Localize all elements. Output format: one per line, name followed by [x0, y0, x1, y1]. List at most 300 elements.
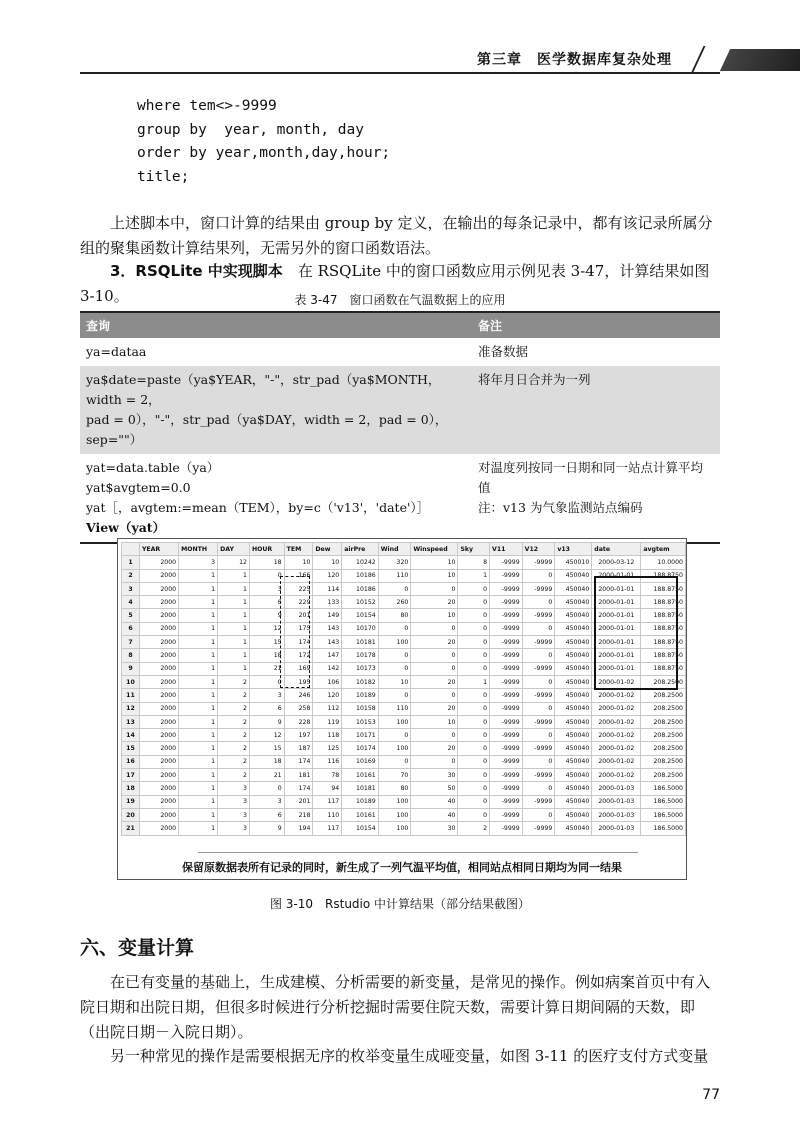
table-cell: 10242: [342, 556, 378, 569]
table-cell: 0: [411, 622, 458, 635]
note-cell: 准备数据: [478, 344, 529, 359]
table-cell: 0: [458, 769, 490, 782]
column-header[interactable]: Winspeed: [411, 543, 458, 556]
table-cell: 174: [284, 755, 313, 768]
table-cell: 0: [411, 662, 458, 675]
table-cell: 0: [458, 715, 490, 728]
table-cell: 3: [218, 795, 250, 808]
query-line: yat=data.table（ya）: [86, 460, 220, 475]
table-cell: 10169: [342, 755, 378, 768]
table-cell: 0: [522, 808, 555, 821]
table-cell: 450040: [555, 795, 592, 808]
code-line: group by year, month, day: [137, 121, 364, 138]
table-cell: 10: [313, 556, 342, 569]
table-cell: -9999: [490, 649, 523, 662]
table-cell: 12: [249, 622, 284, 635]
query-table-row: [80, 366, 720, 454]
table-cell: 2: [458, 822, 490, 835]
table-cell: 2000-01-02: [592, 702, 641, 715]
table-cell: 228: [284, 715, 313, 728]
table-cell: 110: [313, 808, 342, 821]
table-row: [122, 795, 686, 808]
table-cell: 450040: [555, 755, 592, 768]
table-cell: 12: [122, 702, 140, 715]
table-cell: 8: [122, 649, 140, 662]
table-cell: 20: [411, 675, 458, 688]
table-cell: 1: [218, 582, 250, 595]
table-cell: 7: [122, 636, 140, 649]
table-cell: 30: [411, 769, 458, 782]
query-line: yat［，avgtem:=mean（TEM），by=c（'v13'，'date'）］: [86, 500, 430, 515]
column-header[interactable]: Wind: [378, 543, 411, 556]
table-cell: 120: [313, 569, 342, 582]
table-cell: 120: [313, 689, 342, 702]
table-cell: 0: [458, 782, 490, 795]
table-cell: 1: [179, 609, 218, 622]
table-cell: 143: [313, 622, 342, 635]
table-cell: 186.5000: [641, 822, 686, 835]
page-number: 77: [702, 1087, 720, 1103]
table-cell: 0: [249, 782, 284, 795]
table-cell: 0: [458, 622, 490, 635]
column-header[interactable]: v13: [555, 543, 592, 556]
paragraph-variable-calc: 在已有变量的基础上，生成建模、分析需要的新变量，是常见的操作。例如病案首页中有入院日期和出院日期，但很多时候进行分析挖掘时需要住院天数，需要计算日期间隔的天数，即（出院日期－入院日期）。: [80, 973, 711, 1041]
table-cell: 112: [313, 702, 342, 715]
table-cell: 0: [249, 675, 284, 688]
table-cell: 5: [122, 609, 140, 622]
table-cell: -9999: [490, 715, 523, 728]
table-cell: 125: [313, 742, 342, 755]
table-cell: 188.8750: [641, 582, 686, 595]
table-cell: 100: [378, 808, 411, 821]
column-header[interactable]: Dew: [313, 543, 342, 556]
table-cell: 118: [313, 729, 342, 742]
table-cell: 3: [122, 582, 140, 595]
table-cell: 1: [179, 769, 218, 782]
table-cell: -9999: [522, 662, 555, 675]
table-cell: 18: [249, 556, 284, 569]
table-cell: 450040: [555, 649, 592, 662]
code-line: title;: [137, 168, 190, 185]
table-cell: 0: [522, 596, 555, 609]
tem-highlight-box: [280, 576, 310, 688]
query-table-row: [80, 338, 720, 366]
note-cell: 对温度列按同一日期和同一站点计算平均值 注：v13 为气象监测站点编码: [478, 460, 704, 515]
table-cell: 0: [411, 649, 458, 662]
table-cell: 10: [378, 675, 411, 688]
table-row: [122, 782, 686, 795]
table-cell: -9999: [490, 808, 523, 821]
table-cell: 208.2500: [641, 769, 686, 782]
header-note: 备注: [478, 318, 503, 333]
table-cell: 11: [122, 689, 140, 702]
table-cell: 188.8750: [641, 649, 686, 662]
table-cell: 2000: [139, 582, 178, 595]
table-cell: 10: [122, 675, 140, 688]
table-cell: 0: [458, 649, 490, 662]
table-cell: -9999: [490, 769, 523, 782]
table-cell: 15: [122, 742, 140, 755]
table-cell: 260: [378, 596, 411, 609]
table-cell: 246: [284, 689, 313, 702]
sql-code-block: [137, 95, 390, 189]
column-header[interactable]: YEAR: [139, 543, 178, 556]
table-cell: 450040: [555, 622, 592, 635]
subheading-rsqlite: 3．RSQLite 中实现脚本: [110, 262, 283, 280]
table-cell: 2000-01-01: [592, 649, 641, 662]
table-cell: 2000: [139, 569, 178, 582]
table-cell: 0: [458, 795, 490, 808]
table-cell: 450040: [555, 715, 592, 728]
paragraph-window-result: 上述脚本中，窗口计算的结果由 group by 定义，在输出的每条记录中，都有该记录所属分组的聚集函数计算结果列，无需另外的窗口函数语法。: [80, 214, 713, 257]
column-header[interactable]: HOUR: [249, 543, 284, 556]
table-cell: 4: [122, 596, 140, 609]
table-cell: 450040: [555, 782, 592, 795]
table-cell: 3: [218, 782, 250, 795]
table-cell: 10161: [342, 808, 378, 821]
table-cell: 6: [249, 596, 284, 609]
table-cell: 10170: [342, 622, 378, 635]
table-cell: 10: [411, 609, 458, 622]
table-cell: 2000-01-02: [592, 715, 641, 728]
table-cell: 1: [458, 675, 490, 688]
table-cell: 18: [122, 782, 140, 795]
table-cell: 0: [522, 649, 555, 662]
table-cell: 2000: [139, 609, 178, 622]
table-cell: 208.2500: [641, 729, 686, 742]
table-cell: 1: [179, 702, 218, 715]
table-cell: 2: [218, 715, 250, 728]
code-line: where tem<>-9999: [137, 98, 277, 114]
table-cell: 0: [249, 569, 284, 582]
table-cell: 1: [218, 596, 250, 609]
table-cell: 1: [218, 622, 250, 635]
table-cell: 10: [411, 715, 458, 728]
table-cell: 1: [218, 636, 250, 649]
table-cell: 21: [249, 662, 284, 675]
table-cell: 10: [284, 556, 313, 569]
table-cell: 2000-01-03: [592, 808, 641, 821]
table-cell: 197: [284, 729, 313, 742]
table-cell: 0: [522, 569, 555, 582]
table-cell: 1: [218, 649, 250, 662]
table-cell: 16: [122, 755, 140, 768]
table-cell: 18: [249, 649, 284, 662]
table-cell: -9999: [522, 795, 555, 808]
table-cell: -9999: [490, 689, 523, 702]
table-cell: -9999: [490, 596, 523, 609]
table-cell: 188.8750: [641, 596, 686, 609]
table-cell: 2000: [139, 755, 178, 768]
table-cell: 78: [313, 769, 342, 782]
table-cell: 450040: [555, 729, 592, 742]
table-cell: 142: [313, 662, 342, 675]
table-cell: 2000-01-01: [592, 596, 641, 609]
table-cell: 119: [313, 715, 342, 728]
table-cell: -9999: [490, 795, 523, 808]
table-cell: 149: [313, 609, 342, 622]
table-cell: 20: [411, 596, 458, 609]
column-header[interactable]: avgtem: [641, 543, 686, 556]
table-cell: 2000: [139, 715, 178, 728]
table-cell: -9999: [522, 822, 555, 835]
table-cell: 10189: [342, 795, 378, 808]
table-cell: 2: [218, 729, 250, 742]
table-cell: 0: [411, 755, 458, 768]
table-cell: 218: [284, 808, 313, 821]
table-cell: -9999: [522, 742, 555, 755]
table-cell: 2000-01-03: [592, 822, 641, 835]
table-cell: 100: [378, 795, 411, 808]
table-cell: 1: [179, 755, 218, 768]
table-cell: 450010: [555, 556, 592, 569]
table-cell: 70: [378, 769, 411, 782]
table-cell: 15: [249, 636, 284, 649]
table-cell: 17: [122, 769, 140, 782]
table-cell: -9999: [522, 556, 555, 569]
query-line: pad = 0），"-"，str_pad（ya$DAY，width = 2，pad = 0），sep=""）: [86, 412, 448, 447]
column-header[interactable]: Sky: [458, 543, 490, 556]
table-cell: 10154: [342, 822, 378, 835]
table-cell: 13: [122, 715, 140, 728]
table-cell: 10186: [342, 582, 378, 595]
table-cell: 143: [313, 636, 342, 649]
table-cell: 2000-01-02: [592, 675, 641, 688]
rstudio-screenshot: [117, 538, 687, 880]
table-cell: 10178: [342, 649, 378, 662]
table-cell: 10: [411, 556, 458, 569]
table-cell: 0: [522, 675, 555, 688]
table-cell: 0: [458, 662, 490, 675]
table-cell: 100: [378, 636, 411, 649]
table-cell: 10173: [342, 662, 378, 675]
table-cell: 10181: [342, 782, 378, 795]
table-cell: 2000-03-12: [592, 556, 641, 569]
table-cell: 2: [218, 769, 250, 782]
table-cell: 9: [249, 822, 284, 835]
table-cell: 100: [378, 822, 411, 835]
table-cell: 10153: [342, 715, 378, 728]
column-header[interactable]: V11: [490, 543, 523, 556]
query-line: ya$date=paste（ya$YEAR，"-"，str_pad（ya$MONTH，width = 2，: [86, 372, 441, 407]
table-cell: 2000-01-01: [592, 622, 641, 635]
table-cell: 40: [411, 795, 458, 808]
table-cell: 188.8750: [641, 662, 686, 675]
table-cell: 1: [179, 782, 218, 795]
table-cell: 133: [313, 596, 342, 609]
column-header[interactable]: DAY: [218, 543, 250, 556]
table-cell: 0: [458, 808, 490, 821]
table-cell: 188.8750: [641, 636, 686, 649]
table-cell: 2000: [139, 782, 178, 795]
table-cell: 19: [122, 795, 140, 808]
table-cell: 187: [284, 742, 313, 755]
table-cell: 2000: [139, 769, 178, 782]
table-cell: 1: [179, 649, 218, 662]
table-cell: 6: [249, 808, 284, 821]
table-cell: -9999: [490, 675, 523, 688]
table-cell: 1: [179, 742, 218, 755]
column-header[interactable]: date: [592, 543, 641, 556]
table-cell: 6: [249, 702, 284, 715]
table-cell: 2: [218, 742, 250, 755]
table-cell: 2000-01-02: [592, 755, 641, 768]
table-row: [122, 556, 686, 569]
table-cell: 6: [122, 622, 140, 635]
screenshot-caption: 保留原数据表所有记录的同时，新生成了一列气温平均值，相同站点相同日期均为同一结果: [182, 861, 622, 874]
table-cell: 175: [284, 622, 313, 635]
table-cell: 450040: [555, 662, 592, 675]
table-cell: 208.2500: [641, 702, 686, 715]
table-cell: 0: [378, 662, 411, 675]
table-cell: 1: [179, 822, 218, 835]
table-cell: 2000: [139, 622, 178, 635]
table-row: [122, 729, 686, 742]
table-cell: 2000-01-03: [592, 795, 641, 808]
query-table: [80, 311, 720, 544]
table-cell: 20: [411, 636, 458, 649]
table-cell: 80: [378, 782, 411, 795]
column-header[interactable]: V12: [522, 543, 555, 556]
table-cell: 450040: [555, 582, 592, 595]
avgtem-highlight-box: [594, 576, 678, 690]
table-cell: 1: [218, 569, 250, 582]
table-cell: 1: [179, 729, 218, 742]
table-cell: 3: [249, 689, 284, 702]
table-cell: 208.2500: [641, 755, 686, 768]
table-cell: 110: [378, 702, 411, 715]
table-cell: 1: [179, 715, 218, 728]
table-cell: 320: [378, 556, 411, 569]
table-cell: -9999: [490, 755, 523, 768]
table-row: [122, 822, 686, 835]
column-header[interactable]: airPre: [342, 543, 378, 556]
table-cell: 3: [249, 582, 284, 595]
query-table-row: [80, 454, 720, 542]
table-cell: 0: [378, 582, 411, 595]
table-cell: 2000-01-02: [592, 729, 641, 742]
table-cell: 0: [522, 702, 555, 715]
caption-rule: [198, 852, 638, 853]
table-cell: 208.2500: [641, 742, 686, 755]
query-line: yat$avgtem=0.0: [86, 480, 191, 495]
table-cell: 12: [218, 556, 250, 569]
table-cell: 0: [458, 742, 490, 755]
table-cell: -9999: [522, 769, 555, 782]
table-cell: 10189: [342, 689, 378, 702]
table-cell: 1: [179, 795, 218, 808]
table-cell: 1: [179, 808, 218, 821]
table-cell: 201: [284, 609, 313, 622]
table-cell: 1: [179, 582, 218, 595]
table-cell: 2000: [139, 729, 178, 742]
table-cell: -9999: [490, 782, 523, 795]
table-cell: 450040: [555, 569, 592, 582]
table-caption: 表 3-47 窗口函数在气温数据上的应用: [294, 293, 506, 307]
table-cell: 14: [122, 729, 140, 742]
table-cell: 450040: [555, 822, 592, 835]
column-header[interactable]: MONTH: [179, 543, 218, 556]
table-cell: 188.8750: [641, 569, 686, 582]
table-cell: 10: [411, 569, 458, 582]
paragraph-rsqlite-text: 在 RSQLite 中的窗口函数应用示例见表 3-47，计算结果如图 3-10。: [80, 262, 710, 305]
table-cell: 2000: [139, 742, 178, 755]
table-cell: 9: [249, 609, 284, 622]
table-cell: 1: [218, 609, 250, 622]
table-cell: 12: [249, 729, 284, 742]
table-cell: -9999: [490, 742, 523, 755]
table-cell: 1: [179, 662, 218, 675]
table-cell: 450040: [555, 702, 592, 715]
table-cell: 1: [179, 675, 218, 688]
table-cell: -9999: [490, 729, 523, 742]
table-cell: 2000-01-01: [592, 636, 641, 649]
table-cell: 30: [411, 822, 458, 835]
table-cell: 2000: [139, 822, 178, 835]
table-cell: 110: [378, 569, 411, 582]
table-cell: -9999: [490, 662, 523, 675]
table-cell: 208.2500: [641, 715, 686, 728]
table-cell: 2: [218, 689, 250, 702]
table-cell: 3: [218, 822, 250, 835]
table-cell: 1: [122, 556, 140, 569]
table-cell: 20: [411, 702, 458, 715]
table-row: [122, 702, 686, 715]
table-cell: 0: [458, 755, 490, 768]
table-cell: 2: [218, 702, 250, 715]
table-cell: 2000-01-01: [592, 582, 641, 595]
table-cell: 0: [458, 636, 490, 649]
table-cell: 116: [313, 755, 342, 768]
table-cell: 10.0000: [641, 556, 686, 569]
table-cell: 0: [522, 782, 555, 795]
table-cell: -9999: [490, 636, 523, 649]
table-row: [122, 769, 686, 782]
table-cell: 0: [522, 729, 555, 742]
table-cell: 94: [313, 782, 342, 795]
table-cell: 10182: [342, 675, 378, 688]
table-cell: 9: [122, 662, 140, 675]
table-cell: 194: [284, 822, 313, 835]
table-cell: 0: [522, 622, 555, 635]
table-cell: 2000-01-02: [592, 689, 641, 702]
table-cell: -9999: [522, 689, 555, 702]
column-header[interactable]: [122, 543, 140, 556]
table-cell: 450040: [555, 596, 592, 609]
table-cell: 1: [179, 622, 218, 635]
table-cell: 450040: [555, 808, 592, 821]
table-cell: 21: [122, 822, 140, 835]
table-cell: 0: [522, 755, 555, 768]
table-cell: 450040: [555, 675, 592, 688]
table-cell: 100: [378, 742, 411, 755]
table-cell: 2000-01-02: [592, 742, 641, 755]
query-table-header: [80, 313, 720, 338]
column-header[interactable]: TEM: [284, 543, 313, 556]
figure-caption: 图 3-10 Rstudio 中计算结果（部分结果截图）: [269, 897, 531, 911]
header-query: 查询: [86, 318, 111, 333]
table-cell: 21: [249, 769, 284, 782]
table-cell: 0: [411, 689, 458, 702]
table-cell: 0: [378, 729, 411, 742]
table-cell: -9999: [490, 582, 523, 595]
table-cell: 2000-01-01: [592, 569, 641, 582]
query-cell: [80, 338, 472, 366]
table-cell: 450040: [555, 769, 592, 782]
table-cell: 2000-01-03: [592, 782, 641, 795]
table-cell: 0: [458, 689, 490, 702]
table-cell: 10181: [342, 636, 378, 649]
